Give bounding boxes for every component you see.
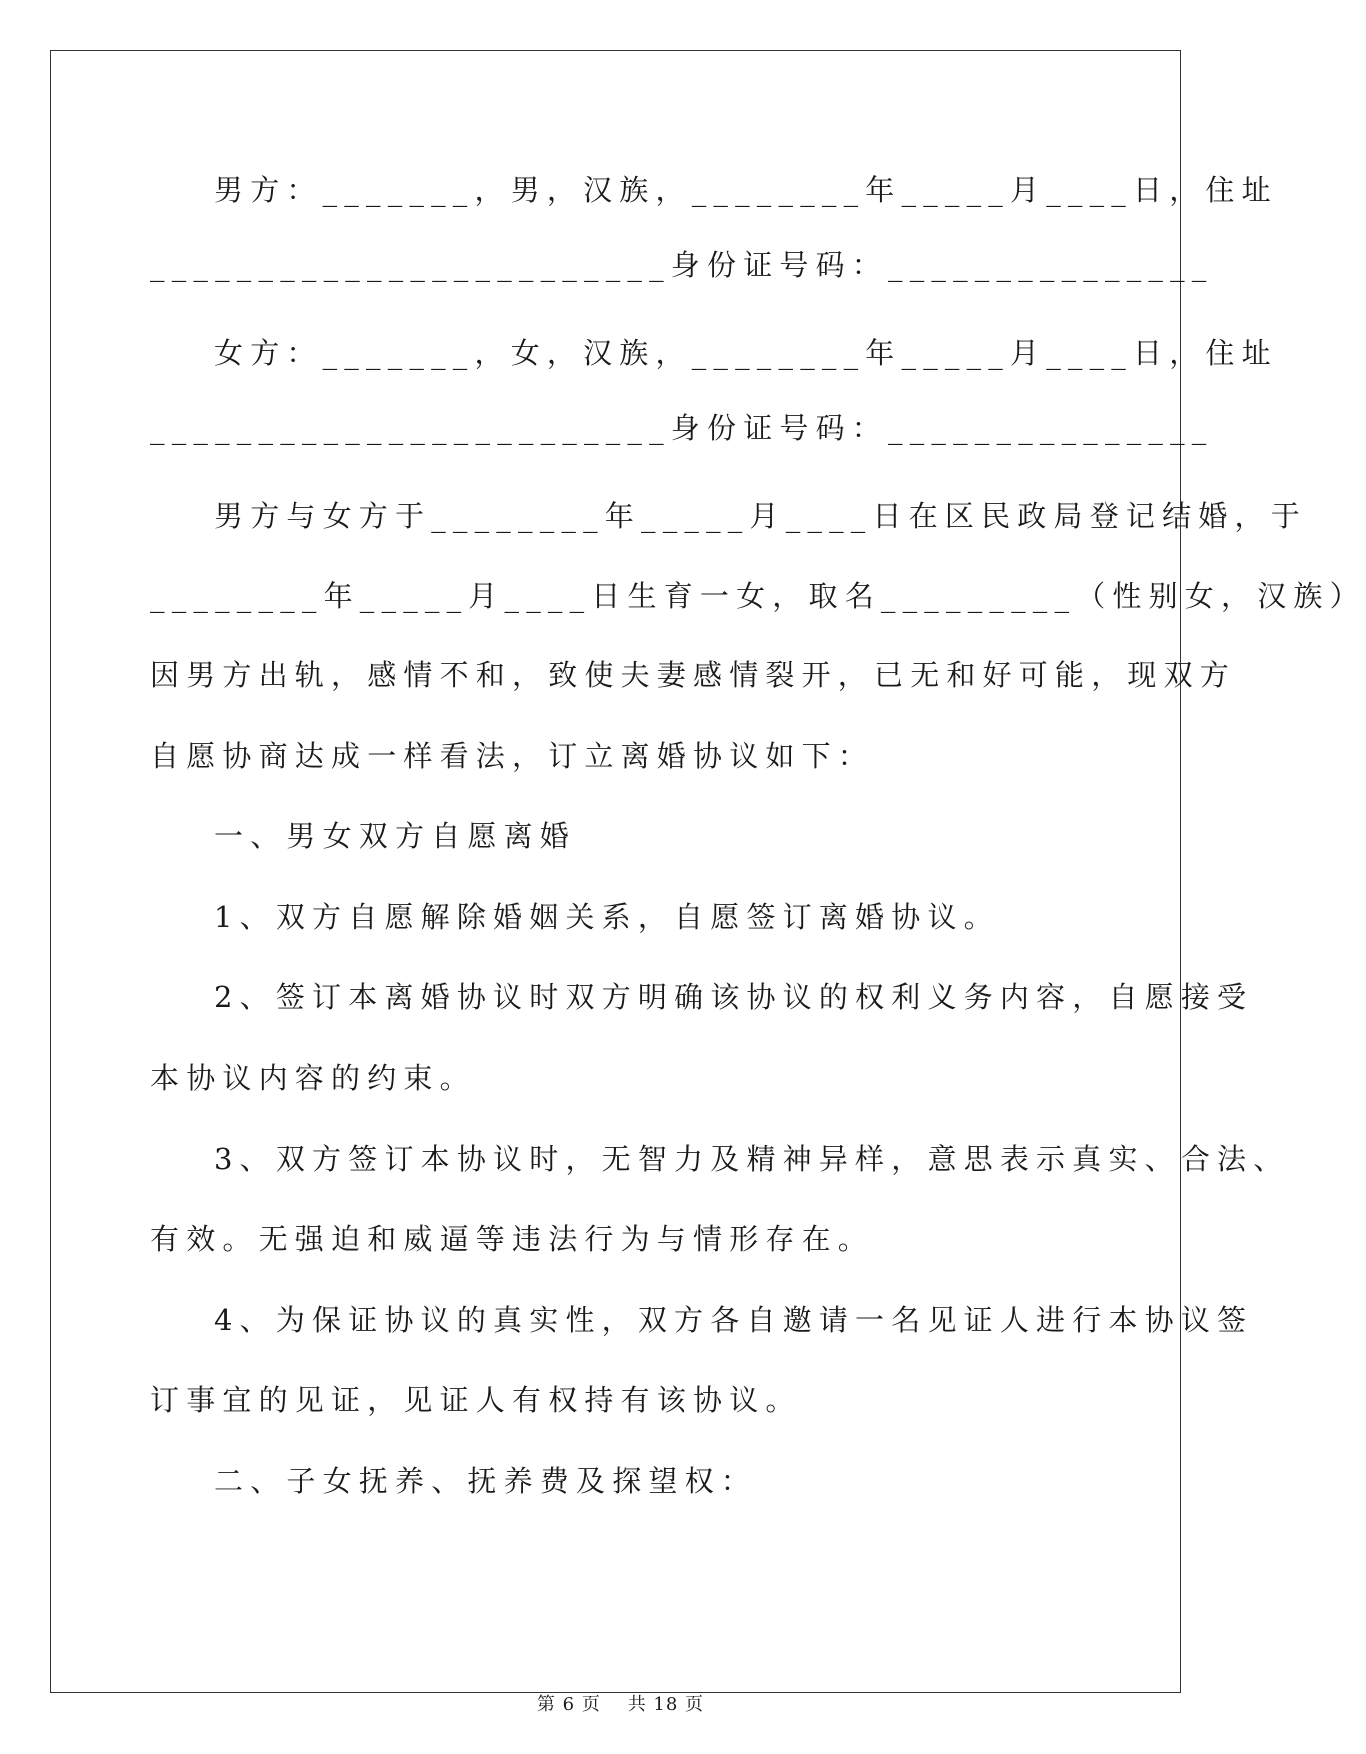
section-heading: 一、男女双方自愿离婚 [214,819,577,853]
section-heading: 二、子女抚养、抚养费及探望权： [214,1464,758,1498]
text-line: 因男方出轨，感情不和，致使夫妻感情裂开，已无和好可能，现双方 [150,658,1237,692]
text-line: 1、双方自愿解除婚姻关系，自愿签订离婚协议。 [214,900,1000,934]
page-number: 第 6 页 共 18 页 [536,1694,705,1715]
text-line: 2、签订本离婚协议时双方明确该协议的权利义务内容，自愿接受 [214,980,1254,1014]
text-line: 女方：_______，女，汉族，________年_____月____日，住址 [214,336,1278,370]
text-line: 男方与女方于________年_____月____日在区民政局登记结婚，于 [214,499,1307,533]
text-line: 3、双方签订本协议时，无智力及精神异样，意思表示真实、合法、 [214,1142,1290,1176]
text-line: 订事宜的见证，见证人有权持有该协议。 [150,1383,802,1417]
text-line: 4、为保证协议的真实性，双方各自邀请一名见证人进行本协议签 [214,1303,1254,1337]
text-line: ________________________身份证号码：_______________ [150,248,1214,282]
text-line: ________年_____月____日生育一女，取名_________（性别女，汉族） [150,579,1366,613]
text-line: 有效。无强迫和威逼等违法行为与情形存在。 [150,1222,875,1256]
text-line: 男方：_______，男，汉族，________年_____月____日，住址 [214,173,1278,207]
text-line: 本协议内容的约束。 [150,1061,476,1095]
text-line: 自愿协商达成一样看法，订立离婚协议如下： [150,739,875,773]
page-frame [50,50,1366,1693]
text-line: ________________________身份证号码：_______________ [150,411,1214,445]
